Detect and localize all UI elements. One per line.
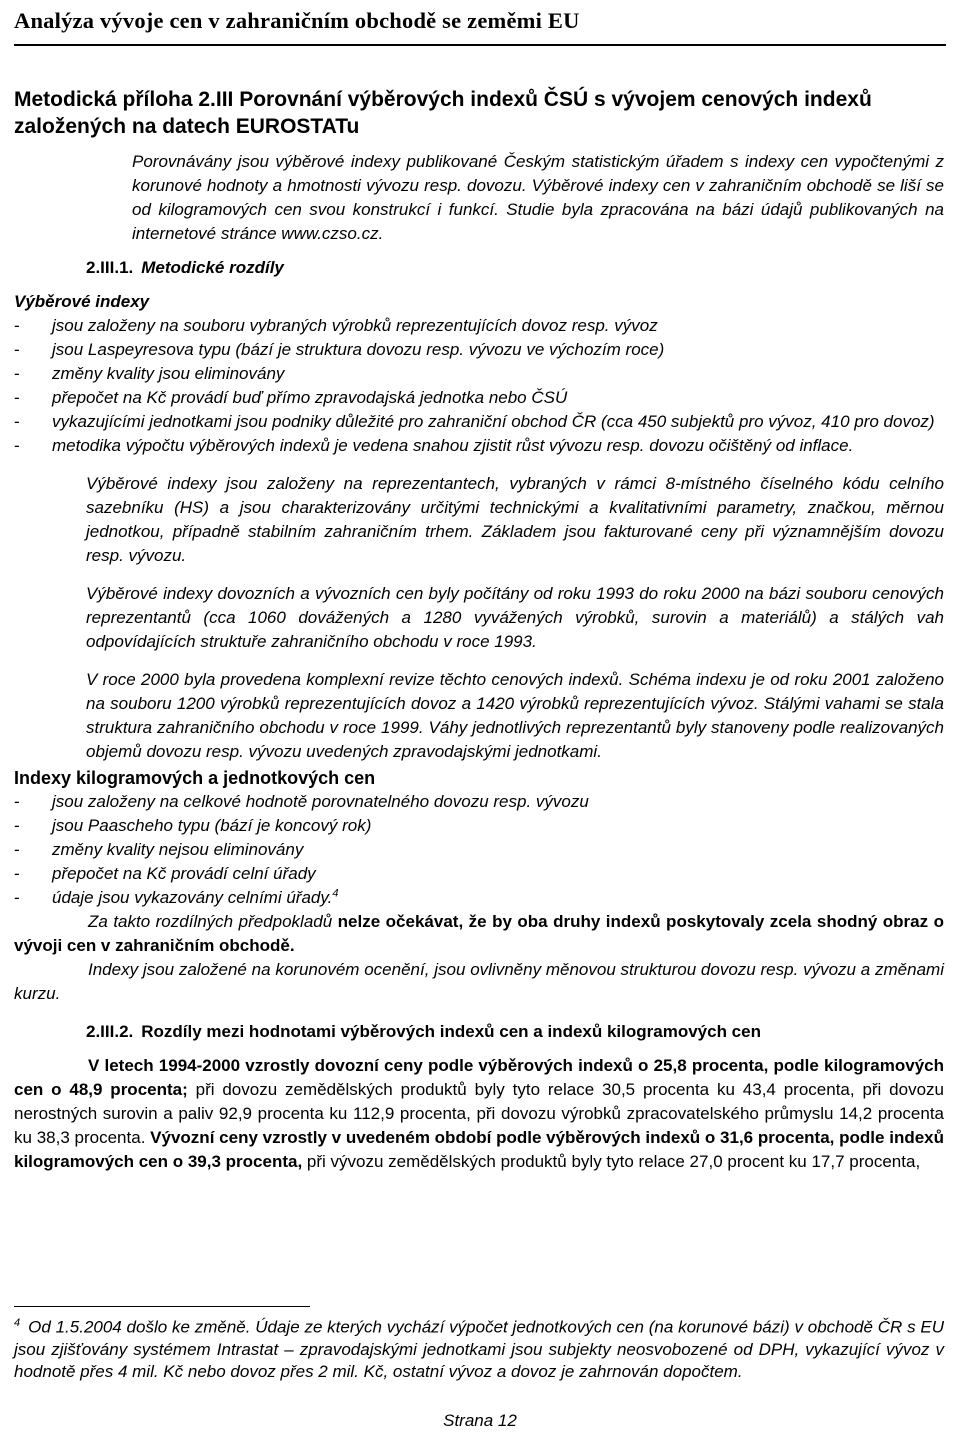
bullet-dash: - <box>14 340 20 359</box>
footnote-divider <box>14 1306 310 1307</box>
footnote-number: 4 <box>14 1317 21 1329</box>
conclusion-bold: nelze očekávat, že by oba druhy indexů poskytovaly zcela shodný obraz o vývoji cen v zahraničním obchodě. <box>14 912 944 955</box>
conclusion-text: Za takto rozdílných předpokladů <box>88 912 338 931</box>
list-item-text: změny kvality nejsou eliminovány <box>52 840 304 859</box>
section-title: Metodická příloha 2.III Porovnání výběrových indexů ČSÚ s vývojem cenových indexů založených na datech EUROSTATu <box>14 88 872 138</box>
kilogram-indexy-list <box>14 790 944 910</box>
comparison-text-2: při vývozu zemědělských produktů byly tyto relace 27,0 procent ku 17,7 procenta, <box>302 1152 921 1171</box>
list-item-text: jsou založeny na souboru vybraných výrobků reprezentujících dovoz resp. vývoz <box>52 316 658 335</box>
list-item <box>14 434 944 458</box>
bullet-dash: - <box>14 888 20 907</box>
bullet-dash: - <box>14 864 20 883</box>
bullet-dash: - <box>14 816 20 835</box>
list-item-text: přepočet na Kč provádí celní úřady <box>52 864 316 883</box>
list-item-text: změny kvality jsou eliminovány <box>52 364 285 383</box>
comparison-text-1: při dovozu zemědělských produktů byly tyto relace 30,5 procenta ku 43,4 procenta, při dovozu nerostných surovin a paliv 92,9 procenta ku 112,9 procenta, při dovozu výrobků zpracovatelského průmyslu 14,2 procenta ku 38,3 procenta. <box>14 1080 945 1147</box>
paragraph-revize-2000: V roce 2000 byla provedena komplexní revize těchto cenových indexů. Schéma indexu je od roku 2001 založeno na souboru 1200 výrobků reprezentujících dovoz a 1420 výrobků reprezentujících vývoz. Stálými vahami se stala struktura zahraničního obchodu v roce 1999. Váhy jednotlivých reprezentantů byly stanoveny podle realizovaných objemů dovozu resp. vývozu uvedených zpravodajskými jednotkami. <box>86 670 944 761</box>
list-item <box>14 314 944 338</box>
bullet-dash: - <box>14 436 20 455</box>
list-item-text: přepočet na Kč provádí buď přímo zpravodajská jednotka nebo ČSÚ <box>52 388 568 407</box>
list-item-text: vykazujícími jednotkami jsou podniky důležité pro zahraniční obchod ČR (cca 450 subjektů pro vývoz, 410 pro dovoz) <box>52 412 935 431</box>
subsection-number: 2.III.1. <box>86 258 134 277</box>
footnote-reference[interactable]: 4 <box>332 887 339 900</box>
bullet-dash: - <box>14 316 20 335</box>
list-item-text: jsou Paascheho typu (bází je koncový rok) <box>52 816 372 835</box>
list-item-text: metodika výpočtu výběrových indexů je vedena snahou zjistit růst vývozu resp. dovozu očištěný od inflace. <box>52 436 854 455</box>
bullet-dash: - <box>14 840 20 859</box>
vyberove-indexy-heading: Výběrové indexy <box>14 292 150 311</box>
bullet-dash: - <box>14 388 20 407</box>
paragraph-reprezentanti: Výběrové indexy jsou založeny na reprezentantech, vybraných v rámci 8-místného číselného kódu celního sazebníku (HS) a jsou charakterizovány určitými technickými a kvalitativními parametry, značkou, měrnou jednotkou, případně stabilním zahraničním trhem. Základem jsou fakturované ceny při významnějším dovozu resp. vývozu. <box>86 474 944 565</box>
page-number: Strana 12 <box>443 1411 517 1430</box>
list-item <box>14 838 944 862</box>
list-item <box>14 362 944 386</box>
list-item-text <box>52 886 944 910</box>
list-item <box>14 410 944 434</box>
list-item-text: jsou založeny na celkové hodnotě porovnatelného dovozu resp. vývozu <box>52 792 589 811</box>
page-content <box>14 86 944 1174</box>
comparison-paragraph <box>14 1054 944 1174</box>
list-item-text: jsou Laspeyresova typu (bází je struktura dovozu resp. vývozu ve výchozím roce) <box>52 340 665 359</box>
bullet-dash: - <box>14 364 20 383</box>
subsection-heading-2 <box>86 1020 944 1044</box>
list-item <box>14 386 944 410</box>
list-item <box>14 886 944 910</box>
kilogram-indexy-heading: Indexy kilogramových a jednotkových cen <box>14 768 376 788</box>
subsection-heading-1 <box>86 256 944 280</box>
list-item-text-inner: údaje jsou vykazovány celními úřady. <box>52 888 333 907</box>
subsection-number: 2.III.2. <box>86 1022 134 1041</box>
paragraph-1993-2000: Výběrové indexy dovozních a vývozních cen byly počítány od roku 1993 do roku 2000 na bázi souboru cenových reprezentantů (cca 1060 dovážených a 1280 vyvážených výrobků, surovin a materiálů) a stálých vah odpovídajících struktuře zahraničního obchodu v roce 1993. <box>86 584 944 651</box>
document-header <box>14 0 946 46</box>
vyberove-indexy-list <box>14 314 944 458</box>
comparison-bold-1: V letech 1994-2000 vzrostly dovozní ceny podle výběrových indexů o 25,8 procenta, podle kilogramových cen o 48,9 procenta; <box>14 1056 944 1099</box>
list-item <box>14 338 944 362</box>
footnote <box>14 1312 944 1383</box>
bullet-dash: - <box>14 792 20 811</box>
header-title: Analýza vývoje cen v zahraničním obchodě se zeměmi EU <box>14 8 580 33</box>
currency-paragraph: Indexy jsou založené na korunovém ocenění, jsou ovlivněny měnovou strukturou dovozu resp. vývozu a změnami kurzu. <box>14 960 944 1003</box>
footnote-text: Od 1.5.2004 došlo ke změně. Údaje ze kterých vychází výpočet jednotkových cen (na korunové bázi) v obchodě ČR s EU jsou zjišťovány systémem Intrastat – zpravodajskými jednotkami jsou subjekty neosvobozené od DPH, vykazující vývoz v hodnotě přes 4 mil. Kč nebo dovoz přes 2 mil. Kč, ostatní vývoz a dovoz je zahrnován dopočtem. <box>14 1317 944 1381</box>
intro-paragraph: Porovnávány jsou výběrové indexy publikované Českým statistickým úřadem s indexy cen vypočtenými z korunové hodnoty a hmotnosti vývozu resp. dovozu. Výběrové indexy cen v zahraničním obchodě se liší se od kilogramových cen svou konstrukcí i funkcí. Studie byla zpracována na bázi údajů publikovaných na internetové stránce www.czso.cz. <box>132 152 944 243</box>
comparison-bold-2: Vývozní ceny vzrostly v uvedeném období podle výběrových indexů o 31,6 procenta, podle indexů kilogramových cen o 39,3 procenta, <box>14 1128 945 1171</box>
subsection-title: Rozdíly mezi hodnotami výběrových indexů cen a indexů kilogramových cen <box>141 1022 761 1041</box>
bullet-dash: - <box>14 412 20 431</box>
list-item <box>14 814 944 838</box>
subsection-title: Metodické rozdíly <box>141 258 284 277</box>
conclusion-paragraph <box>14 910 944 958</box>
list-item <box>14 862 944 886</box>
list-item <box>14 790 944 814</box>
